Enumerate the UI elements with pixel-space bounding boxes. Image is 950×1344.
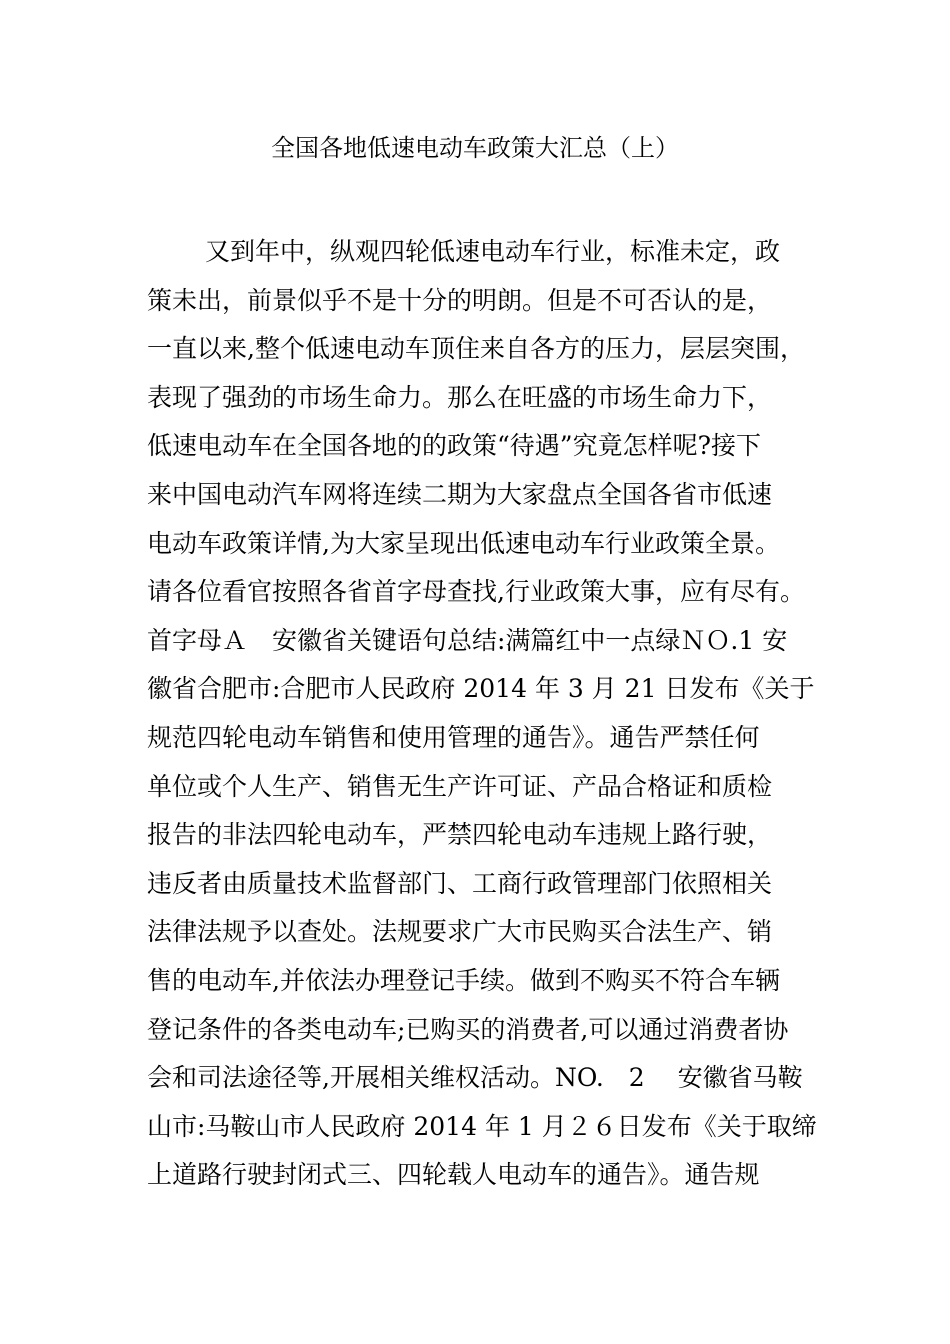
paragraph-line: 来中国电动汽车网将连续二期为大家盘点全国各省市低速 [147, 479, 773, 509]
paragraph-line: 电动车政策详情,为大家呈现出低速电动车行业政策全景。 [147, 528, 780, 558]
paragraph-line: 表现了强劲的市场生命力。那么在旺盛的市场生命力下， [147, 382, 773, 412]
paragraph-line: 登记条件的各类电动车;已购买的消费者,可以通过消费者协 [147, 1014, 789, 1044]
document-title: 全国各地低速电动车政策大汇总（上） [271, 134, 679, 162]
paragraph-line: 徽省合肥市:合肥市人民政府 2014 年 3 月 21 日发布《关于 [147, 674, 815, 704]
paragraph-line: 山市:马鞍山市人民政府 2014 年 1 月２６日发布《关于取缔 [147, 1111, 817, 1141]
paragraph-line: 法律法规予以查处。法规要求广大市民购买合法生产、销 [147, 917, 773, 947]
paragraph-line: 请各位看官按照各省首字母查找,行业政策大事，应有尽有。 [147, 577, 805, 607]
paragraph-line: 单位或个人生产、销售无生产许可证、产品合格证和质检 [147, 771, 773, 801]
paragraph-line: 又到年中，纵观四轮低速电动车行业，标准未定，政 [205, 237, 781, 266]
paragraph-line: 一直以来,整个低速电动车顶住来自各方的压力，层层突围， [147, 334, 805, 364]
paragraph-line: 报告的非法四轮电动车，严禁四轮电动车违规上路行驶， [147, 820, 773, 850]
paragraph-line: 低速电动车在全国各地的的政策“待遇”究竟怎样呢?接下 [147, 431, 761, 461]
paragraph-line: 售的电动车,并依法办理登记手续。做到不购买不符合车辆 [147, 965, 780, 995]
paragraph-line: 违反者由质量技术监督部门、工商行政管理部门依照相关 [147, 868, 773, 898]
paragraph-line: 上道路行驶封闭式三、四轮载人电动车的通告》。通告规 [147, 1160, 760, 1190]
paragraph-line: 首字母Ａ 安徽省关键语句总结:满篇红中一点绿ＮＯ.1 安 [147, 625, 788, 655]
paragraph-line: 策未出，前景似乎不是十分的明朗。但是不可否认的是， [147, 285, 773, 315]
paragraph-line: 规范四轮电动车销售和使用管理的通告》。通告严禁任何 [147, 722, 760, 752]
document-body [147, 228, 817, 1200]
paragraph-line: 会和司法途径等,开展相关维权活动。NO. 2 安徽省马鞍 [147, 1063, 803, 1093]
